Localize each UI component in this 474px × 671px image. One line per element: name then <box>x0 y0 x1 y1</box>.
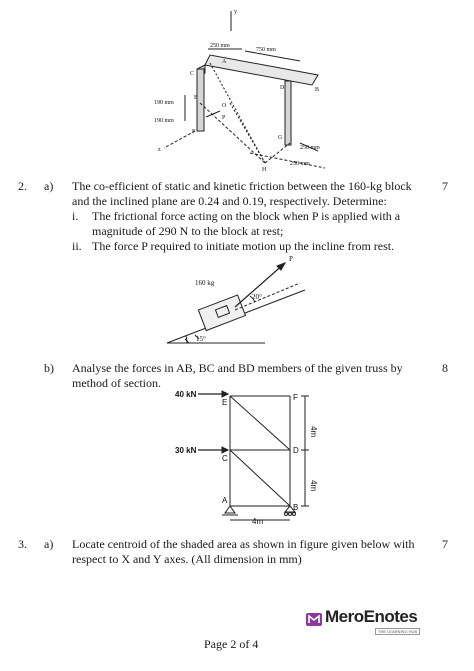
frame-label-C: C <box>190 71 195 77</box>
frame-label-O: O <box>222 103 227 109</box>
frame-label-B: B <box>315 87 320 93</box>
dim-190-upper: 190 mm <box>154 100 174 106</box>
truss-dim-bottom: 4m <box>252 517 264 526</box>
q2a-i-number: i. <box>72 209 79 223</box>
frame-label-P: P <box>222 115 226 121</box>
incline-angle-label: 15° <box>196 335 206 343</box>
q2-number: 2. <box>18 179 27 193</box>
q2b-stem-line2: method of section. <box>72 376 161 390</box>
q2b-stem-line1: Analyse the forces in AB, BC and BD members of the given truss by <box>72 361 403 375</box>
frame-label-z: z <box>158 147 161 153</box>
q3a-stem-line1: Locate centroid of the shaded area as shown in figure given below with <box>72 537 415 551</box>
dim-250-right: 250 mm <box>300 145 320 151</box>
meroenotes-logo <box>305 607 433 637</box>
q3a-stem-line2: respect to X and Y axes. (All dimension in mm) <box>72 552 302 566</box>
logo-icon <box>305 610 323 628</box>
incline-force-angle: 20° <box>252 293 262 301</box>
truss-figure <box>170 386 330 526</box>
truss-node-B: B <box>293 503 299 512</box>
q3a-label: a) <box>44 537 54 551</box>
frame-label-D: D <box>280 85 285 91</box>
frame-label-G: G <box>278 135 283 141</box>
page-number-footer: Page 2 of 4 <box>204 637 259 651</box>
q2a-ii-number: ii. <box>72 239 82 253</box>
frame-label-y: y <box>234 9 237 15</box>
q2a-stem-line1: The co-efficient of static and kinetic friction between the 160-kg block <box>72 179 412 193</box>
q3a-marks: 7 <box>442 537 448 551</box>
q2a-i-line1: The frictional force acting on the block when P is applied with a <box>92 209 401 223</box>
truss-node-D: D <box>293 446 299 455</box>
incline-block-figure <box>165 255 315 351</box>
dim-250-bottom: 250 mm <box>290 161 310 167</box>
q2a-label: a) <box>44 179 54 193</box>
incline-mass-label: 160 kg <box>195 279 215 287</box>
q2b-label: b) <box>44 361 54 375</box>
frame-label-F: F <box>192 129 196 135</box>
frame-label-H: H <box>262 167 267 173</box>
dim-750: 750 mm <box>256 47 276 53</box>
truss-dim-upper: 4m <box>309 426 318 438</box>
frame-3d-figure <box>150 3 330 178</box>
q2a-marks: 7 <box>442 179 448 193</box>
logo-tagline: THE LEARNING HUB <box>375 628 420 635</box>
logo-brand-text: MeroEnotes <box>325 607 418 626</box>
truss-load-40kn: 40 kN <box>175 390 197 399</box>
truss-node-C: C <box>222 454 228 463</box>
q2a-i-line2: magnitude of 290 N to the block at rest; <box>92 224 284 238</box>
dim-190-lower: 190 mm <box>154 118 174 124</box>
dim-250-top: 250 mm <box>210 43 230 49</box>
truss-load-30kn: 30 kN <box>175 446 197 455</box>
truss-node-A: A <box>222 496 228 505</box>
incline-force-label: P <box>289 255 293 263</box>
truss-node-F: F <box>293 393 298 402</box>
q2a-ii-text: The force P required to initiate motion up the incline from rest. <box>92 239 395 253</box>
frame-label-A: A <box>222 59 227 65</box>
frame-label-E: E <box>194 95 198 101</box>
q2a-stem-line2: and the inclined plane are 0.24 and 0.19, respectively. Determine: <box>72 194 387 208</box>
truss-node-E: E <box>222 398 228 407</box>
truss-dim-lower: 4m <box>309 480 318 492</box>
q3-number: 3. <box>18 537 27 551</box>
q2b-marks: 8 <box>442 361 448 375</box>
